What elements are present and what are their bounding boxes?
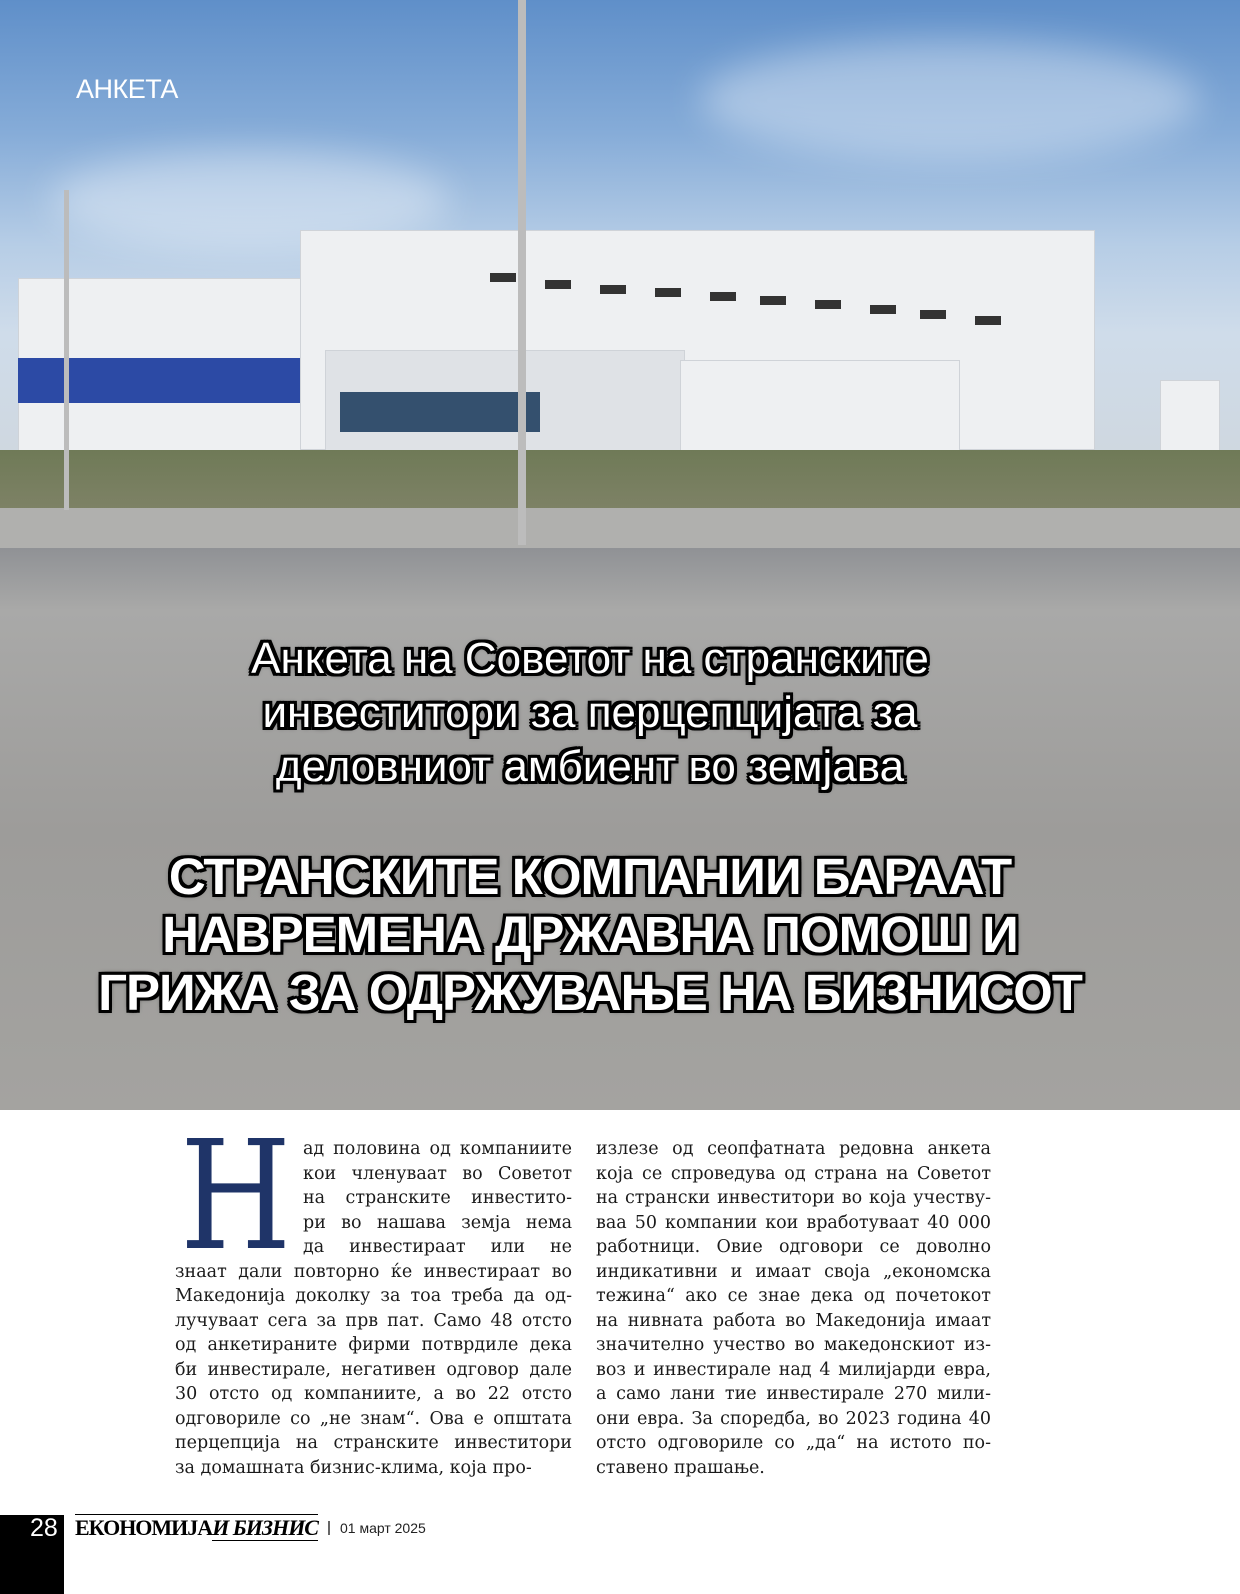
section-label: АНКЕТА — [76, 74, 178, 104]
article-line: која се спроведува од страна на Советот — [596, 1163, 991, 1184]
article-line: ад половина од компаниите — [303, 1139, 572, 1159]
logo-part1: ЕКОНОМИЈА — [75, 1515, 213, 1540]
subtitle-line: Анкета на Советот на странските — [251, 634, 929, 683]
article-line: да инвестираат или не — [303, 1237, 572, 1257]
footer-divider — [328, 1521, 330, 1535]
article-line: одговориле со „не знам“. Ова е општата — [175, 1408, 572, 1429]
article-line: од анкетираните фирми потврдиле дека — [175, 1335, 572, 1355]
title-line: НАВРЕМЕНА ДРЖАВНА ПОМОШ И — [162, 906, 1018, 963]
title-line: ГРИЖА ЗА ОДРЖУВАЊЕ НА БИЗНИСОТ — [98, 964, 1082, 1021]
article-line: а само лани тие инвестирале 270 мили- — [596, 1384, 991, 1404]
headline-subtitle — [0, 632, 1180, 794]
logo-part2: И БИЗНИС — [212, 1515, 318, 1540]
article-line: на нивната работа во Македонија имаат — [596, 1310, 991, 1331]
article-line: работници. Овие одговори се доволно — [596, 1237, 991, 1257]
article-line: би инвестирале, негативен одговор дале — [175, 1359, 572, 1380]
article-line: кои членуваат во Советот — [303, 1163, 572, 1184]
subtitle-line: деловниот амбиент во земјава — [275, 742, 905, 791]
headline-title — [0, 848, 1180, 1022]
article-line: на странски инвеститори во која учеству- — [596, 1188, 991, 1208]
article-line: индикативни и имаат своја „економска — [596, 1261, 991, 1282]
issue-date: 01 март 2025 — [339, 1519, 426, 1536]
article-line: ваа 50 компании кои вработуваат 40 000 — [596, 1212, 991, 1233]
article-line: 30 отсто од компаниите, а во 22 отсто — [175, 1384, 572, 1404]
footer — [75, 1514, 426, 1541]
article-line: за домашната бизнис-клима, која про- — [175, 1457, 532, 1478]
article-line: ставено прашање. — [596, 1457, 765, 1478]
article-line: Македонија доколку за тоа треба да од- — [175, 1286, 572, 1306]
article-line: на странските инвестито- — [303, 1188, 572, 1208]
drop-cap-letter: Н — [180, 1138, 292, 1254]
article-column-2 — [596, 1137, 991, 1480]
title-line: СТРАНСКИТЕ КОМПАНИИ БАРААТ — [168, 848, 1012, 905]
article-line: ри во нашава земја нема — [303, 1212, 572, 1233]
magazine-logo — [75, 1514, 318, 1541]
article-line: отсто одговориле со „да“ на истото по- — [596, 1433, 991, 1453]
subtitle-line: инвеститори за перцепцијата за — [262, 688, 918, 737]
article-line: тежина“ ако се знае дека од почетокот — [596, 1286, 991, 1306]
article-line: знаат дали повторно ќе инвестираат во — [175, 1261, 572, 1282]
article-column-1 — [175, 1137, 572, 1480]
page-number: 28 — [30, 1514, 58, 1542]
article-line: они евра. За споредба, во 2023 година 40 — [596, 1408, 991, 1429]
article-line: перцепција на странските инвеститори — [175, 1433, 572, 1453]
article-line: излезе од сеопфатната редовна анкета — [596, 1139, 991, 1159]
article-line: лучуваат сега за прв пат. Само 48 отсто — [175, 1310, 572, 1331]
article-line: значително учество во македонскиот из- — [596, 1335, 991, 1355]
article-line: воз и инвестирале над 4 милијарди евра, — [596, 1359, 991, 1380]
